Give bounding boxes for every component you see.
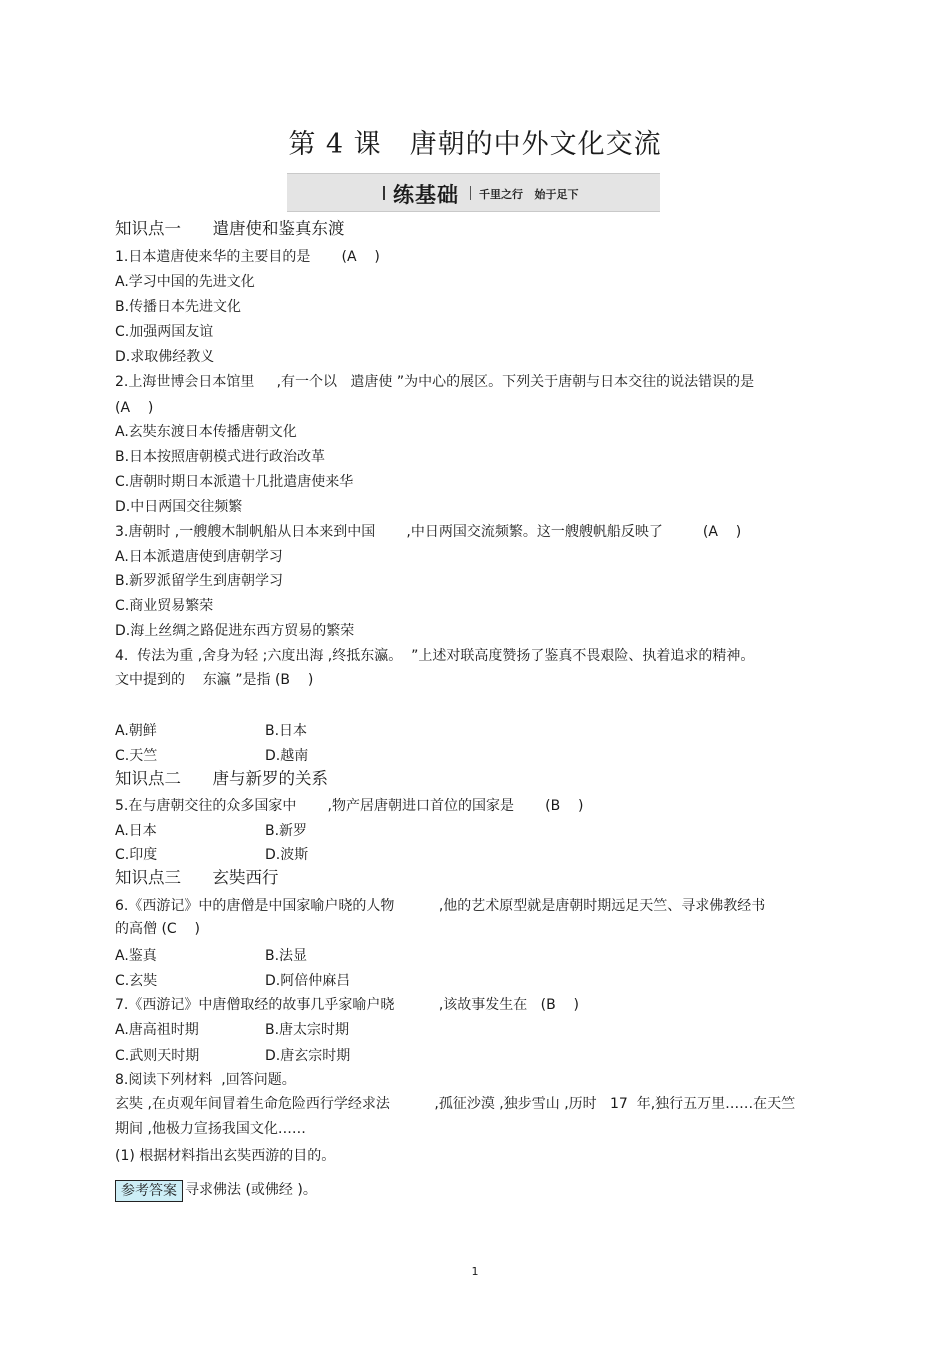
question-6: 6.《西游记》中的唐僧是中国家喻户晓的人物 ,他的艺术原型就是唐朝时期远足天竺、寻求佛教经书	[115, 898, 766, 914]
practice-banner	[287, 173, 660, 212]
option-line: B.传播日本先进文化	[115, 299, 242, 315]
option-line: C.唐朝时期日本派遣十几批遣唐使来华	[115, 474, 354, 490]
option-line-col2: B.法显	[265, 948, 308, 964]
question-4-cont: 文中提到的 东瀛 ”是指 (B )	[115, 672, 314, 688]
lesson-number: 第 4 课	[288, 129, 382, 160]
option-line: A.朝鲜	[115, 723, 157, 739]
page-title	[0, 122, 950, 161]
page-number: 1	[471, 1265, 479, 1278]
banner-divider	[383, 186, 385, 200]
question-8: 8.阅读下列材料 ,回答问题。	[115, 1072, 296, 1088]
option-line: A.日本派遣唐使到唐朝学习	[115, 549, 283, 565]
question-6-cont: 的高僧 (C )	[115, 921, 200, 937]
sub-question-1: (1) 根据材料指出玄奘西游的目的。	[115, 1148, 336, 1164]
option-line: D.海上丝绸之路促进东西方贸易的繁荣	[115, 623, 355, 639]
option-line: C.天竺	[115, 748, 158, 764]
lesson-name: 唐朝的中外文化交流	[409, 129, 662, 160]
section-heading-3: 知识点三 玄奘西行	[115, 868, 279, 887]
reference-answer-label: 参考答案	[115, 1180, 183, 1202]
question-1: 1.日本遣唐使来华的主要目的是 (A )	[115, 249, 380, 265]
option-line-col2: D.波斯	[265, 847, 309, 863]
option-line: A.鉴真	[115, 948, 157, 964]
option-line: C.玄奘	[115, 973, 158, 989]
section-heading-1: 知识点一 遣唐使和鉴真东渡	[115, 219, 345, 238]
option-line-col2: B.唐太宗时期	[265, 1022, 350, 1038]
question-3: 3.唐朝时 ,一艘艘木制帆船从日本来到中国 ,中日两国交流频繁。这一艘艘帆船反映了 (A )	[115, 524, 742, 540]
section-heading-2: 知识点二 唐与新罗的关系	[115, 769, 328, 788]
question-4: 4. 传法为重 ,舍身为轻 ;六度出海 ,终抵东瀛。 ”上述对联高度赞扬了鉴真不畏艰险、执着追求的精神。	[115, 648, 755, 664]
question-5: 5.在与唐朝交往的众多国家中 ,物产居唐朝进口首位的国家是 (B )	[115, 798, 584, 814]
option-line: A.日本	[115, 823, 157, 839]
material-text-cont: 期间 ,他极力宣扬我国文化……	[115, 1121, 306, 1137]
option-line-col2: B.日本	[265, 723, 308, 739]
option-line: A.唐高祖时期	[115, 1022, 199, 1038]
option-line-col2: D.唐玄宗时期	[265, 1048, 351, 1064]
question-7: 7.《西游记》中唐僧取经的故事几乎家喻户晓 ,该故事发生在 (B )	[115, 997, 579, 1013]
option-line: A.学习中国的先进文化	[115, 274, 255, 290]
option-line-col2: D.越南	[265, 748, 309, 764]
option-line: C.商业贸易繁荣	[115, 598, 214, 614]
banner-motto: 千里之行 始于足下	[479, 188, 579, 201]
material-text: 玄奘 ,在贞观年间冒着生命危险西行学经求法 ,孤征沙漠 ,独步雪山 ,历时 17 年,独行五万里……在天竺	[115, 1096, 796, 1112]
reference-answer-text: 寻求佛法 (或佛经 )。	[185, 1182, 317, 1198]
option-line: C.武则天时期	[115, 1048, 200, 1064]
option-line: A.玄奘东渡日本传播唐朝文化	[115, 424, 297, 440]
question-2-answer: (A )	[115, 400, 154, 416]
option-line: C.印度	[115, 847, 158, 863]
banner-heading: 练基础	[393, 183, 459, 207]
option-line-col2: B.新罗	[265, 823, 308, 839]
option-line: B.日本按照唐朝模式进行政治改革	[115, 449, 326, 465]
option-line-col2: D.阿倍仲麻吕	[265, 973, 351, 989]
banner-divider	[470, 186, 471, 200]
option-line: B.新罗派留学生到唐朝学习	[115, 573, 284, 589]
option-line: C.加强两国友谊	[115, 324, 214, 340]
option-line: D.求取佛经教义	[115, 349, 215, 365]
question-2: 2.上海世博会日本馆里 ,有一个以 遣唐使 ”为中心的展区。下列关于唐朝与日本交往的说法错误的是	[115, 374, 755, 390]
option-line: D.中日两国交往频繁	[115, 499, 243, 515]
